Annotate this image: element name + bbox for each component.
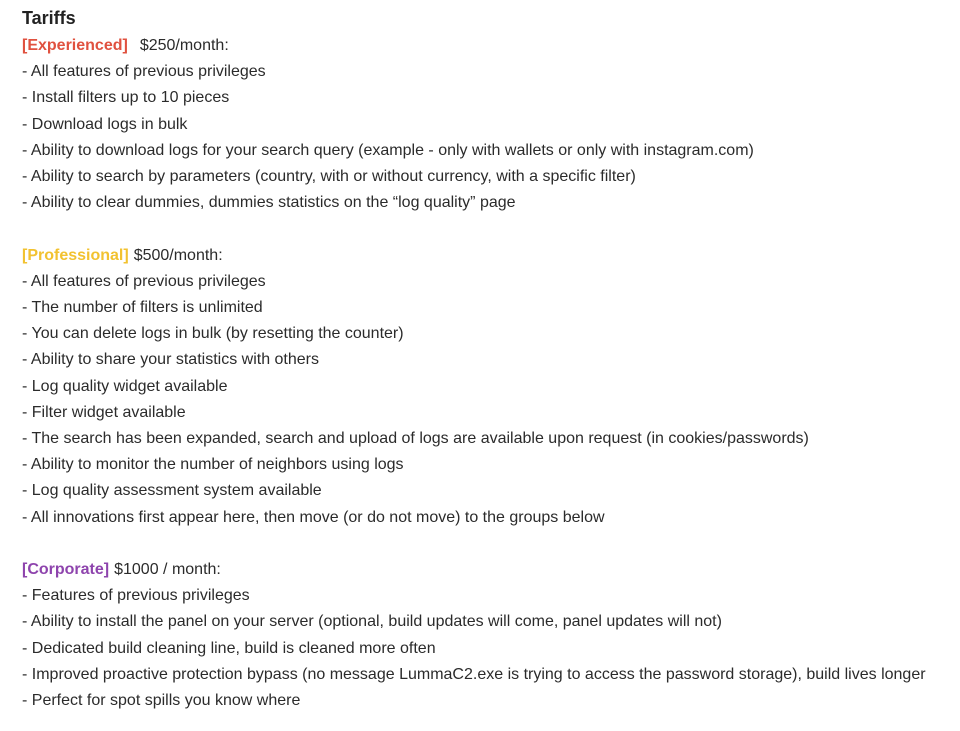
feature-item: - You can delete logs in bulk (by resetting the counter) [22, 325, 404, 343]
feature-item: - Ability to monitor the number of neighbors using logs [22, 456, 404, 474]
feature-item: - Ability to install the panel on your server (optional, build updates will come, panel updates will not) [22, 613, 722, 631]
tier-tag-corporate: [Corporate] [22, 561, 110, 579]
feature-item: - Ability to search by parameters (country, with or without currency, with a specific filter) [22, 168, 636, 186]
feature-item: - Ability to clear dummies, dummies statistics on the “log quality” page [22, 194, 516, 212]
tier-tag-professional: [Professional] [22, 246, 129, 264]
feature-item: - Improved proactive protection bypass (no message LummaC2.exe is trying to access the password storage), build lives longer [22, 665, 926, 683]
tier-price: $1000 / month: [114, 561, 221, 579]
feature-item: - Features of previous privileges [22, 587, 250, 605]
tier-price: $500/month: [133, 246, 223, 264]
tier-tag-experienced: [Experienced] [22, 37, 128, 54]
page-title: Tariffs [22, 8, 76, 28]
feature-item: - All features of previous privileges [22, 63, 266, 81]
feature-item: - Dedicated build cleaning line, build is cleaned more often [22, 639, 436, 657]
feature-item: - Filter widget available [22, 403, 186, 421]
tier-price: $250/month: [139, 37, 229, 54]
feature-item: - Perfect for spot spills you know where [22, 692, 301, 710]
tier-header [22, 243, 960, 269]
tier-header [22, 557, 960, 583]
feature-item: - Download logs in bulk [22, 115, 188, 133]
feature-item: - The number of filters is unlimited [22, 299, 263, 317]
feature-item: - All features of previous privileges [22, 272, 266, 290]
feature-item: - Log quality assessment system available [22, 482, 322, 500]
feature-item: - Ability to download logs for your search query (example - only with wallets or only with instagram.com) [22, 141, 754, 159]
tier-header [22, 33, 960, 59]
tier-professional [22, 243, 960, 531]
feature-item: - Install filters up to 10 pieces [22, 89, 230, 107]
feature-item: - Log quality widget available [22, 377, 228, 395]
tier-experienced [22, 33, 960, 216]
tier-corporate [22, 557, 960, 714]
feature-item: - All innovations first appear here, then move (or do not move) to the groups below [22, 508, 605, 526]
feature-item: - Ability to share your statistics with others [22, 351, 319, 369]
feature-item: - The search has been expanded, search and upload of logs are available upon request (in cookies/passwords) [22, 430, 809, 448]
